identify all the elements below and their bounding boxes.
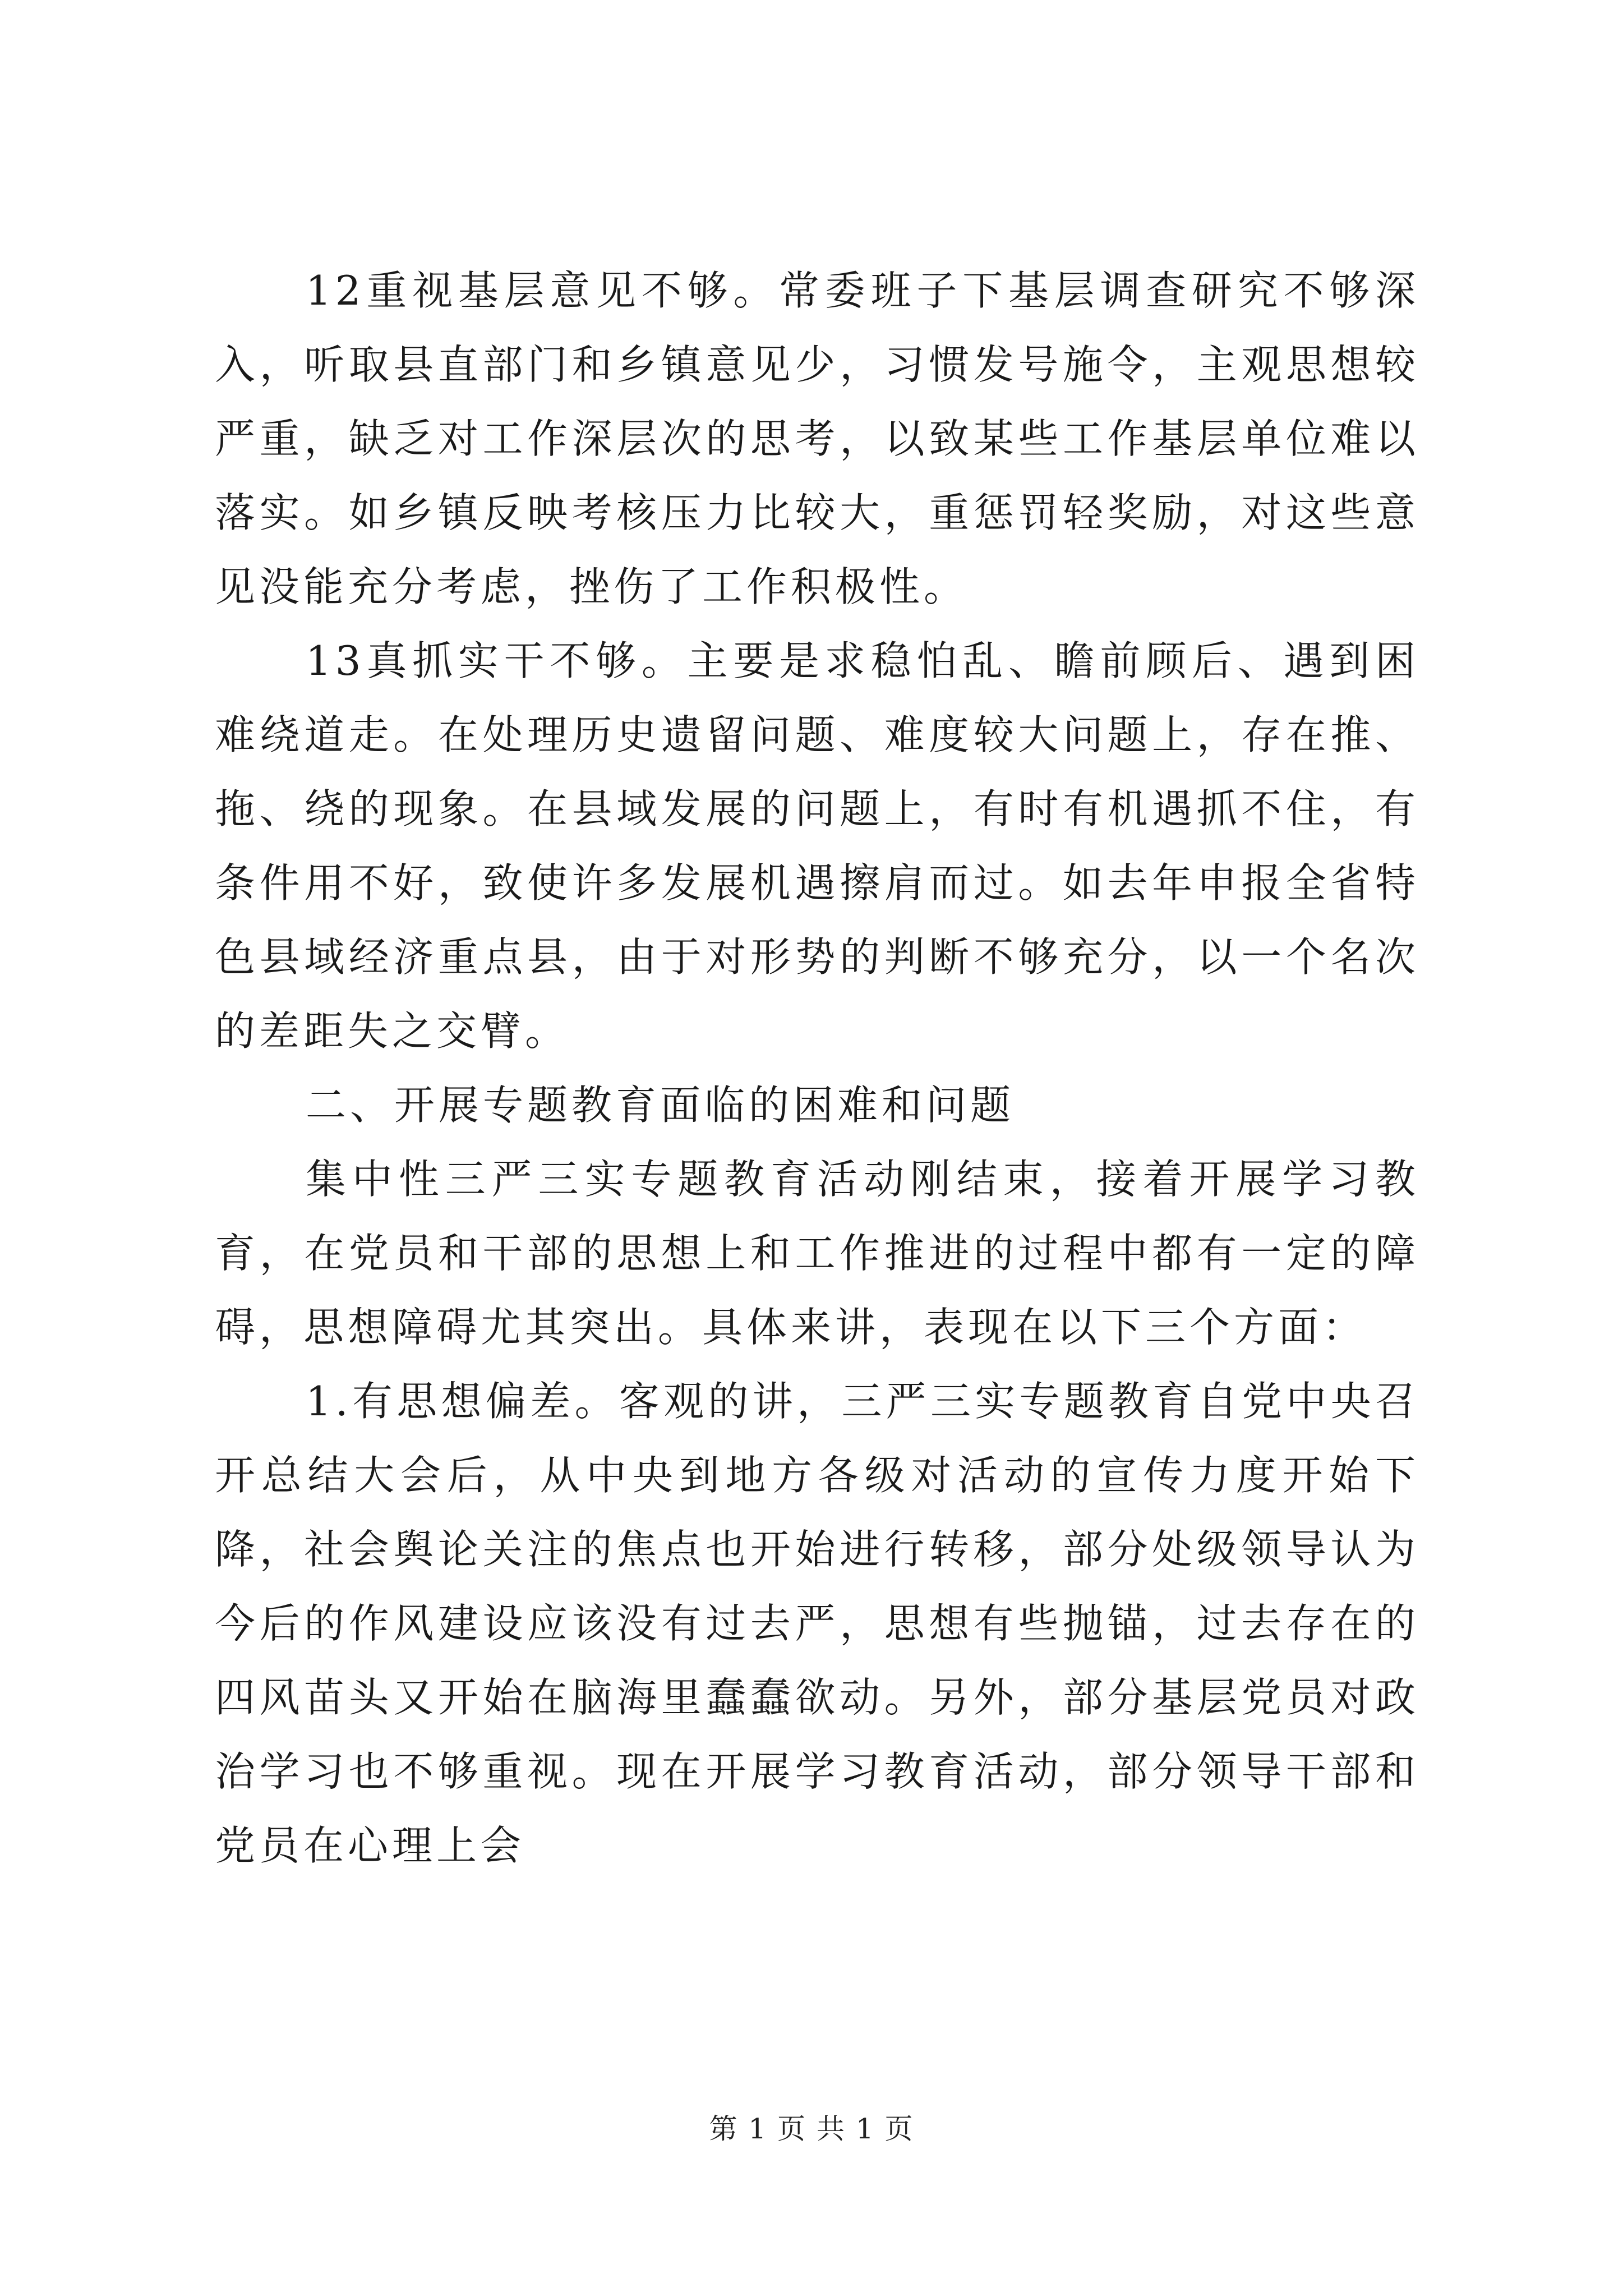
paragraph-item-12: 12重视基层意见不够。常委班子下基层调查研究不够深入，听取县直部门和乡镇意见少，习惯发号施令，主观思想较严重，缺乏对工作深层次的思考，以致某些工作基层单位难以落实。如乡镇反映考核压力比较大，重惩罚轻奖励，对这些意见没能充分考虑，挫伤了工作积极性。 [215,267,1419,610]
section-heading: 二、开展专题教育面临的困难和问题 [306,1082,1015,1129]
document-body [215,254,1419,1883]
paragraph-intro: 集中性三严三实专题教育活动刚结束，接着开展学习教育，在党员和干部的思想上和工作推进的过程中都有一定的障碍，思想障碍尤其突出。具体来讲，表现在以下三个方面： [215,1156,1419,1351]
paragraph-item-13: 13真抓实干不够。主要是求稳怕乱、瞻前顾后、遇到困难绕道走。在处理历史遗留问题、难度较大问题上，存在推、拖、绕的现象。在县域发展的问题上，有时有机遇抓不住，有条件用不好，致使许多发展机遇擦肩而过。如去年申报全省特色县域经济重点县，由于对形势的判断不够充分，以一个名次的差距失之交臂。 [215,637,1419,1055]
paragraph-item-1: 1.有思想偏差。客观的讲，三严三实专题教育自党中央召开总结大会后，从中央到地方各级对活动的宣传力度开始下降，社会舆论关注的焦点也开始进行转移，部分处级领导认为今后的作风建设应该没有过去严，思想有些抛锚，过去存在的四风苗头又开始在脑海里蠢蠢欲动。另外，部分基层党员对政治学习也不够重视。现在开展学习教育活动，部分领导干部和党员在心理上会 [215,1378,1419,1869]
page-number-footer: 第 1 页 共 1 页 [709,2113,914,2145]
